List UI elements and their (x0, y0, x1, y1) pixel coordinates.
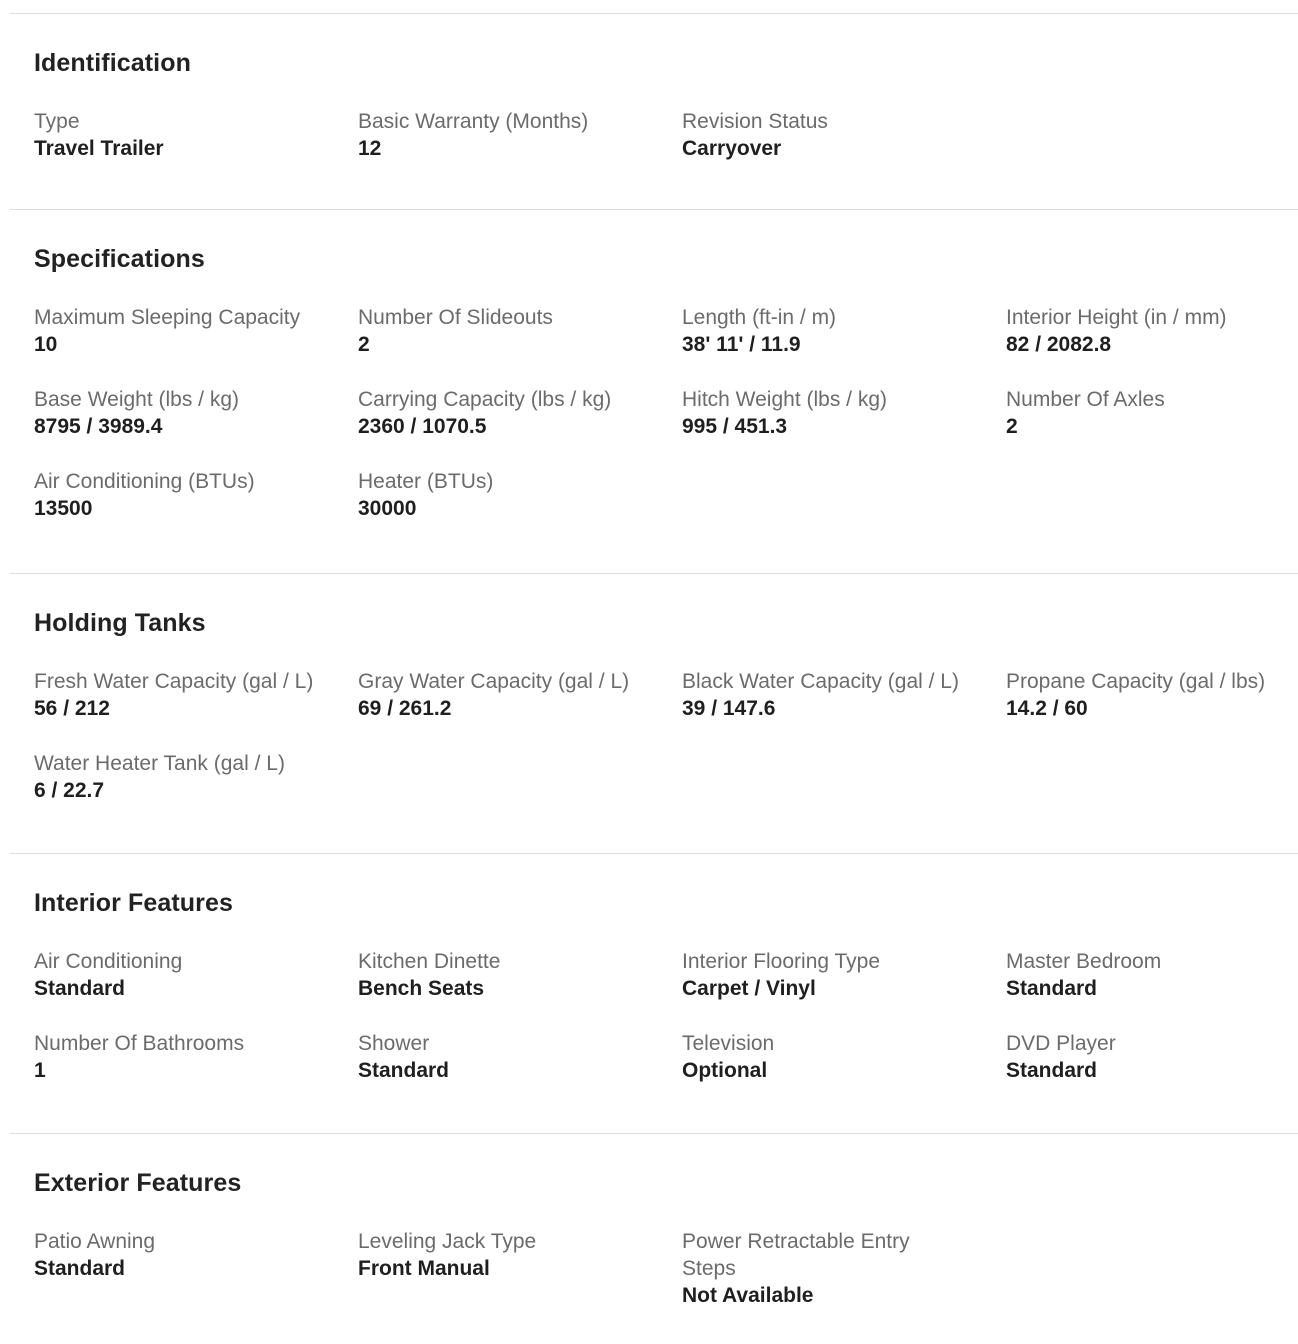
spec-label: Master Bedroom (1006, 950, 1162, 973)
spec-item-kitchen-dinette (358, 948, 658, 1002)
spec-value: 30000 (358, 497, 417, 520)
spec-item-patio-awning (34, 1228, 334, 1309)
spec-value: 10 (34, 333, 58, 356)
section-specifications (10, 209, 1298, 573)
spec-value: 14.2 / 60 (1006, 697, 1088, 720)
spec-value: 6 / 22.7 (34, 779, 105, 802)
spec-item-number-of-bathrooms (34, 1030, 334, 1084)
spec-item-television (682, 1030, 982, 1084)
spec-item-revision-status (682, 108, 982, 162)
spec-label: Air Conditioning (34, 950, 183, 973)
spec-value: 8795 / 3989.4 (34, 415, 163, 438)
spec-value: 2360 / 1070.5 (358, 415, 487, 438)
spec-value: Standard (358, 1059, 450, 1082)
spec-value: 995 / 451.3 (682, 415, 788, 438)
spec-label: Number Of Slideouts (358, 306, 553, 329)
spec-value: 39 / 147.6 (682, 697, 776, 720)
section-exterior-features (10, 1133, 1298, 1343)
spec-item-number-of-axles (1006, 386, 1298, 440)
specifications-list (10, 13, 1298, 1343)
spec-label: Leveling Jack Type (358, 1230, 537, 1253)
section-identification (10, 13, 1298, 209)
spec-value: 69 / 261.2 (358, 697, 452, 720)
spec-grid (34, 108, 1298, 162)
spec-label: DVD Player (1006, 1032, 1116, 1055)
spec-item-base-weight (34, 386, 334, 440)
spec-label: Gray Water Capacity (gal / L) (358, 670, 630, 693)
section-title: Identification (34, 49, 191, 77)
spec-item-dvd-player (1006, 1030, 1298, 1084)
spec-item-basic-warranty (358, 108, 658, 162)
section-title: Specifications (34, 245, 205, 273)
spec-label: Interior Height (in / mm) (1006, 306, 1227, 329)
spec-value: 82 / 2082.8 (1006, 333, 1112, 356)
spec-item-shower (358, 1030, 658, 1084)
spec-label: Carrying Capacity (lbs / kg) (358, 388, 612, 411)
spec-label: Propane Capacity (gal / lbs) (1006, 670, 1266, 693)
spec-value: Travel Trailer (34, 137, 164, 160)
spec-label: Type (34, 110, 80, 133)
spec-label: Water Heater Tank (gal / L) (34, 752, 285, 775)
section-title: Holding Tanks (34, 609, 206, 637)
spec-grid (34, 668, 1298, 804)
spec-label: Patio Awning (34, 1230, 156, 1253)
spec-label: Black Water Capacity (gal / L) (682, 670, 959, 693)
spec-item-heater-btus (358, 468, 658, 522)
spec-item-leveling-jack-type (358, 1228, 658, 1309)
spec-item-air-conditioning (34, 948, 334, 1002)
spec-item-interior-flooring-type (682, 948, 982, 1002)
spec-value: Optional (682, 1059, 768, 1082)
spec-item-air-conditioning-btus (34, 468, 334, 522)
spec-value: Carryover (682, 137, 782, 160)
spec-item-carrying-capacity (358, 386, 658, 440)
spec-value: 2 (1006, 415, 1018, 438)
spec-item-gray-water-capacity (358, 668, 658, 722)
spec-item-black-water-capacity (682, 668, 982, 722)
spec-label: Base Weight (lbs / kg) (34, 388, 240, 411)
section-title: Interior Features (34, 889, 233, 917)
spec-label: Basic Warranty (Months) (358, 110, 589, 133)
spec-label: Length (ft-in / m) (682, 306, 837, 329)
spec-value: Standard (34, 977, 126, 1000)
spec-value: Not Available (682, 1284, 814, 1307)
spec-label: Power Retractable Entry Steps (682, 1230, 910, 1280)
spec-value: Standard (1006, 1059, 1098, 1082)
spec-item-interior-height (1006, 304, 1298, 358)
spec-value: 1 (34, 1059, 46, 1082)
spec-item-number-of-slideouts (358, 304, 658, 358)
spec-value: 56 / 212 (34, 697, 110, 720)
spec-value: 38' 11' / 11.9 (682, 333, 801, 356)
spec-label: Heater (BTUs) (358, 470, 494, 493)
spec-label: Kitchen Dinette (358, 950, 501, 973)
spec-value: 2 (358, 333, 370, 356)
spec-label: Television (682, 1032, 775, 1055)
spec-value: 13500 (34, 497, 93, 520)
spec-item-water-heater-tank (34, 750, 334, 804)
spec-item-hitch-weight (682, 386, 982, 440)
spec-item-fresh-water-capacity (34, 668, 334, 722)
spec-value: Carpet / Vinyl (682, 977, 816, 1000)
spec-item-propane-capacity (1006, 668, 1298, 722)
spec-item-length (682, 304, 982, 358)
section-title: Exterior Features (34, 1169, 242, 1197)
spec-item-power-retractable-entry-steps (682, 1228, 942, 1309)
spec-item-max-sleeping-capacity (34, 304, 334, 358)
spec-label: Shower (358, 1032, 430, 1055)
section-holding-tanks (10, 573, 1298, 853)
spec-value: 12 (358, 137, 382, 160)
spec-label: Number Of Axles (1006, 388, 1165, 411)
spec-item-master-bedroom (1006, 948, 1298, 1002)
spec-grid (34, 1228, 1298, 1309)
spec-label: Fresh Water Capacity (gal / L) (34, 670, 314, 693)
spec-value: Front Manual (358, 1257, 490, 1280)
spec-item-type (34, 108, 334, 162)
section-interior-features (10, 853, 1298, 1133)
spec-label: Air Conditioning (BTUs) (34, 470, 255, 493)
spec-grid (34, 948, 1298, 1084)
spec-value: Bench Seats (358, 977, 485, 1000)
spec-label: Interior Flooring Type (682, 950, 881, 973)
spec-label: Maximum Sleeping Capacity (34, 306, 301, 329)
spec-label: Hitch Weight (lbs / kg) (682, 388, 888, 411)
spec-grid (34, 304, 1298, 522)
spec-label: Revision Status (682, 110, 828, 133)
spec-label: Number Of Bathrooms (34, 1032, 245, 1055)
spec-value: Standard (1006, 977, 1098, 1000)
spec-value: Standard (34, 1257, 126, 1280)
